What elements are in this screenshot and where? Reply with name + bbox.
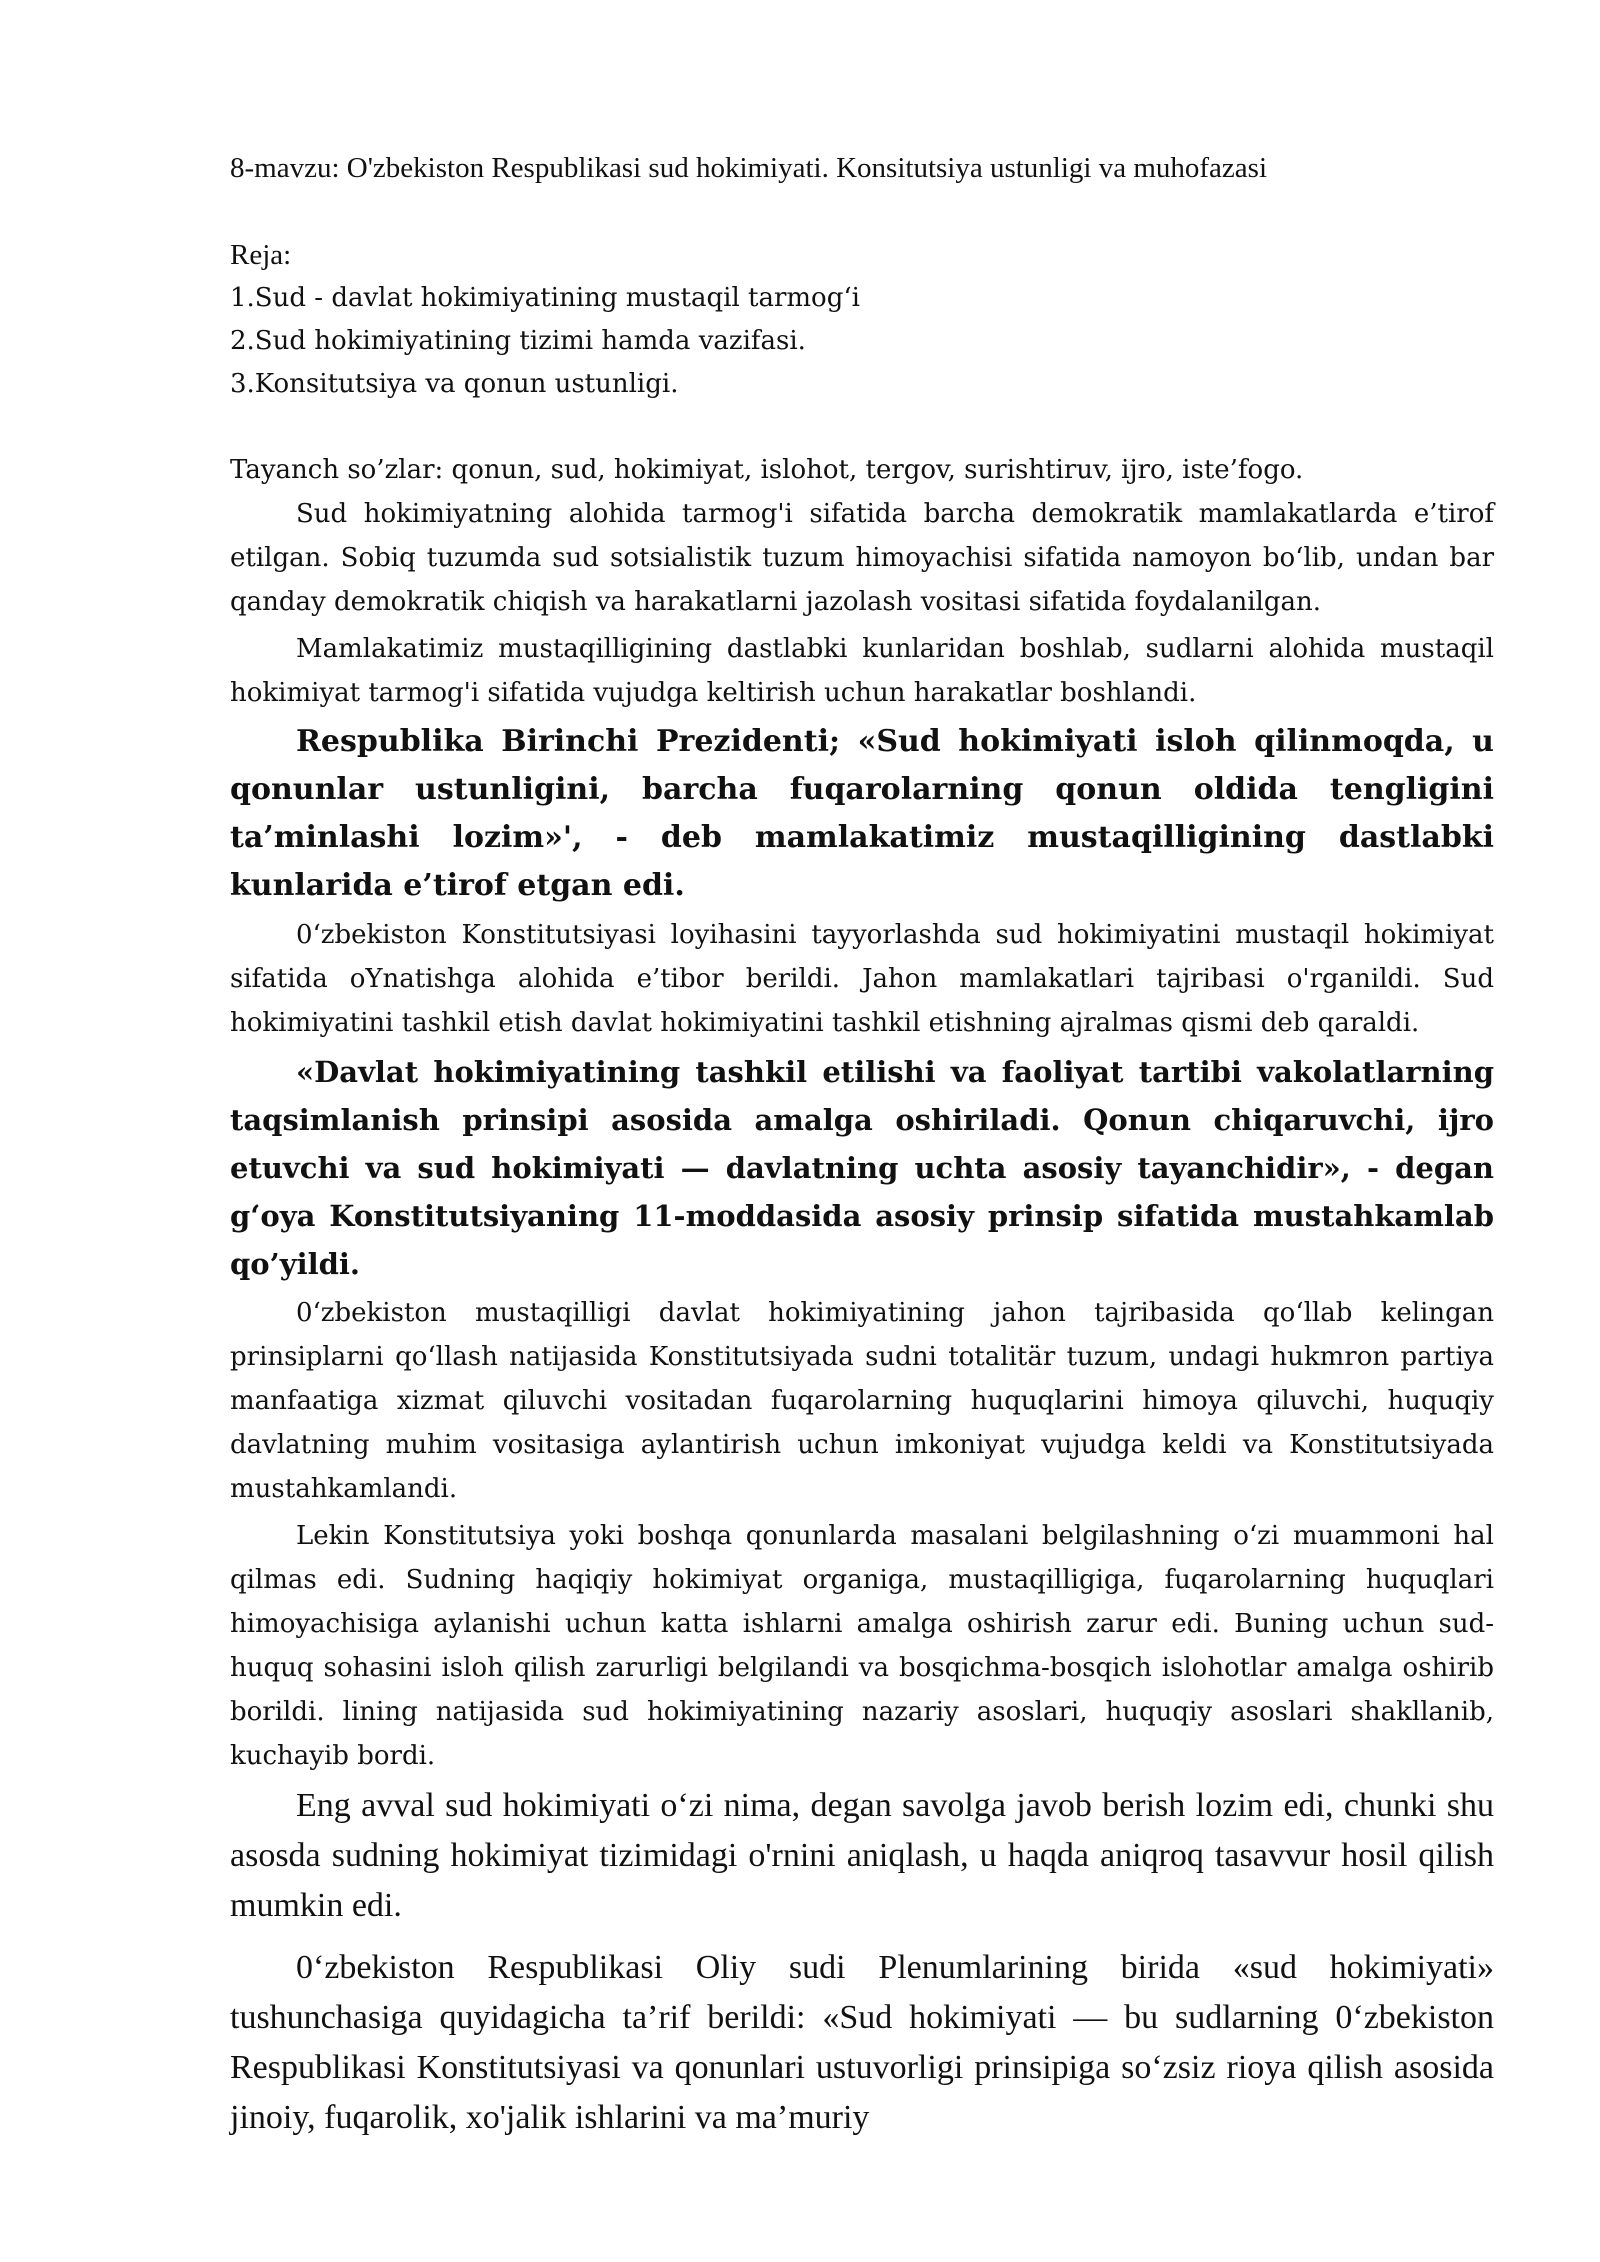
large-paragraph: 0‘zbekiston Respublikasi Oliy sudi Plenumlarining birida «sud hokimiyati» tushunchasiga quyidagicha ta’rif berildi: «Sud hokimiyati — bu sudlarning 0‘zbekiston Respublikasi Konstitutsiyasi va qonunlari ustuvorligi prinsipiga so‘zsiz rioya qilish asosida jinoiy, fuqarolik, xo'jalik ishlarini va ma’muriy [230,1949,1494,2136]
document-page [230,150,1494,2155]
paragraph: 0‘zbekiston Konstitutsiyasi loyihasini tayyorlashda sud hokimiyatini mustaqil hokimiyat sifatida oYnatishga alohida e’tibor berildi. Jahon mamlakatlari tajribasi o'rganildi. Sud hokimiyatini tashkil etish davlat hokimiyatini tashkil etishning ajralmas qismi deb qaraldi. [230,920,1494,1038]
paragraph: Sud hokimiyatning alohida tarmog'i sifatida barcha demokratik mamlakatlarda e’tirof etilgan. Sobiq tuzumda sud sotsialistik tuzum himoyachisi sifatida namoyon bo‘lib, undan bar qanday demokratik chiqish va harakatlarni jazolash vositasi sifatida foydalanilgan. [230,499,1494,617]
plan-section [230,234,1494,406]
large-paragraph: Eng avval sud hokimiyati o‘zi nima, degan savolga javob berish lozim edi, chunki shu asosda sudning hokimiyat tizimidagi o'rnini aniqlash, u haqda aniqroq tasavvur hosil qilish mumkin edi. [230,1787,1494,1924]
paragraph: Mamlakatimiz mustaqilligining dastlabki kunlaridan boshlab, sudlarni alohida mustaqil hokimiyat tarmog'i sifatida vujudga keltirish uchun harakatlar boshlandi. [230,634,1494,708]
bold-quote-paragraph: «Davlat hokimiyatining tashkil etilishi va faoliyat tartibi vakolatlarning taqsimlanish prinsipi asosida amalga oshiriladi. Qonun chiqaruvchi, ijro etuvchi va sud hokimiyati — davlatning uchta asosiy tayanchidir», - degan g‘oya Konstitutsiyaning 11-moddasida asosiy prinsip sifatida mustahkamlab qo’yildi. [230,1055,1494,1281]
plan-item: 1.Sud - davlat hokimiyatining mustaqil tarmog‘i [230,283,860,313]
paragraph: Lekin Konstitutsiya yoki boshqa qonunlarda masalani belgilashning o‘zi muammoni hal qilmas edi. Sudning haqiqiy hokimiyat organiga, mustaqilligiga, fuqarolarning huquqlari himoyachisiga aylanishi uchun katta ishlarni amalga oshirish zarur edi. Buning uchun sud-huquq sohasini isloh qilish zarurligi belgilandi va bosqichma-bosqich islohotlar amalga oshirib borildi. lining natijasida sud hokimiyatining nazariy asoslari, huquqiy asoslari shakllanib, kuchayib bordi. [230,1521,1494,1771]
paragraph: 0‘zbekiston mustaqilligi davlat hokimiyatining jahon tajribasida qo‘llab kelingan prinsiplarni qo‘llash natijasida Konstitutsiyada sudni totalitär tuzum, undagi hukmron partiya manfaatiga xizmat qiluvchi vositadan fuqarolarning huquqlarini himoya qiluvchi, huquqiy davlatning muhim vositasiga aylantirish uchun imkoniyat vujudga keldi va Konstitutsiyada mustahkamlandi. [230,1298,1494,1504]
document-title: 8-mavzu: O'zbekiston Respublikasi sud hokimiyati. Konsitutsiya ustunligi va muhofazasi [230,152,1268,184]
keywords-line: Tayanch so’zlar: qonun, sud, hokimiyat, islohot, tergov, surishtiruv, ijro, iste’fogo. [230,455,1304,485]
plan-item: 3.Konsitutsiya va qonun ustunligi. [230,369,679,399]
plan-heading: Reja: [230,239,292,271]
plan-item: 2.Sud hokimiyatining tizimi hamda vazifasi. [230,326,806,356]
bold-quote-paragraph: Respublika Birinchi Prezidenti; «Sud hokimiyati isloh qilinmoqda, u qonunlar ustunligini, barcha fuqarolarning qonun oldida tengligini ta’minlashi lozim»', - deb mamlakatimiz mustaqilligining dastlabki kunlarida e’tirof etgan edi. [230,724,1494,903]
